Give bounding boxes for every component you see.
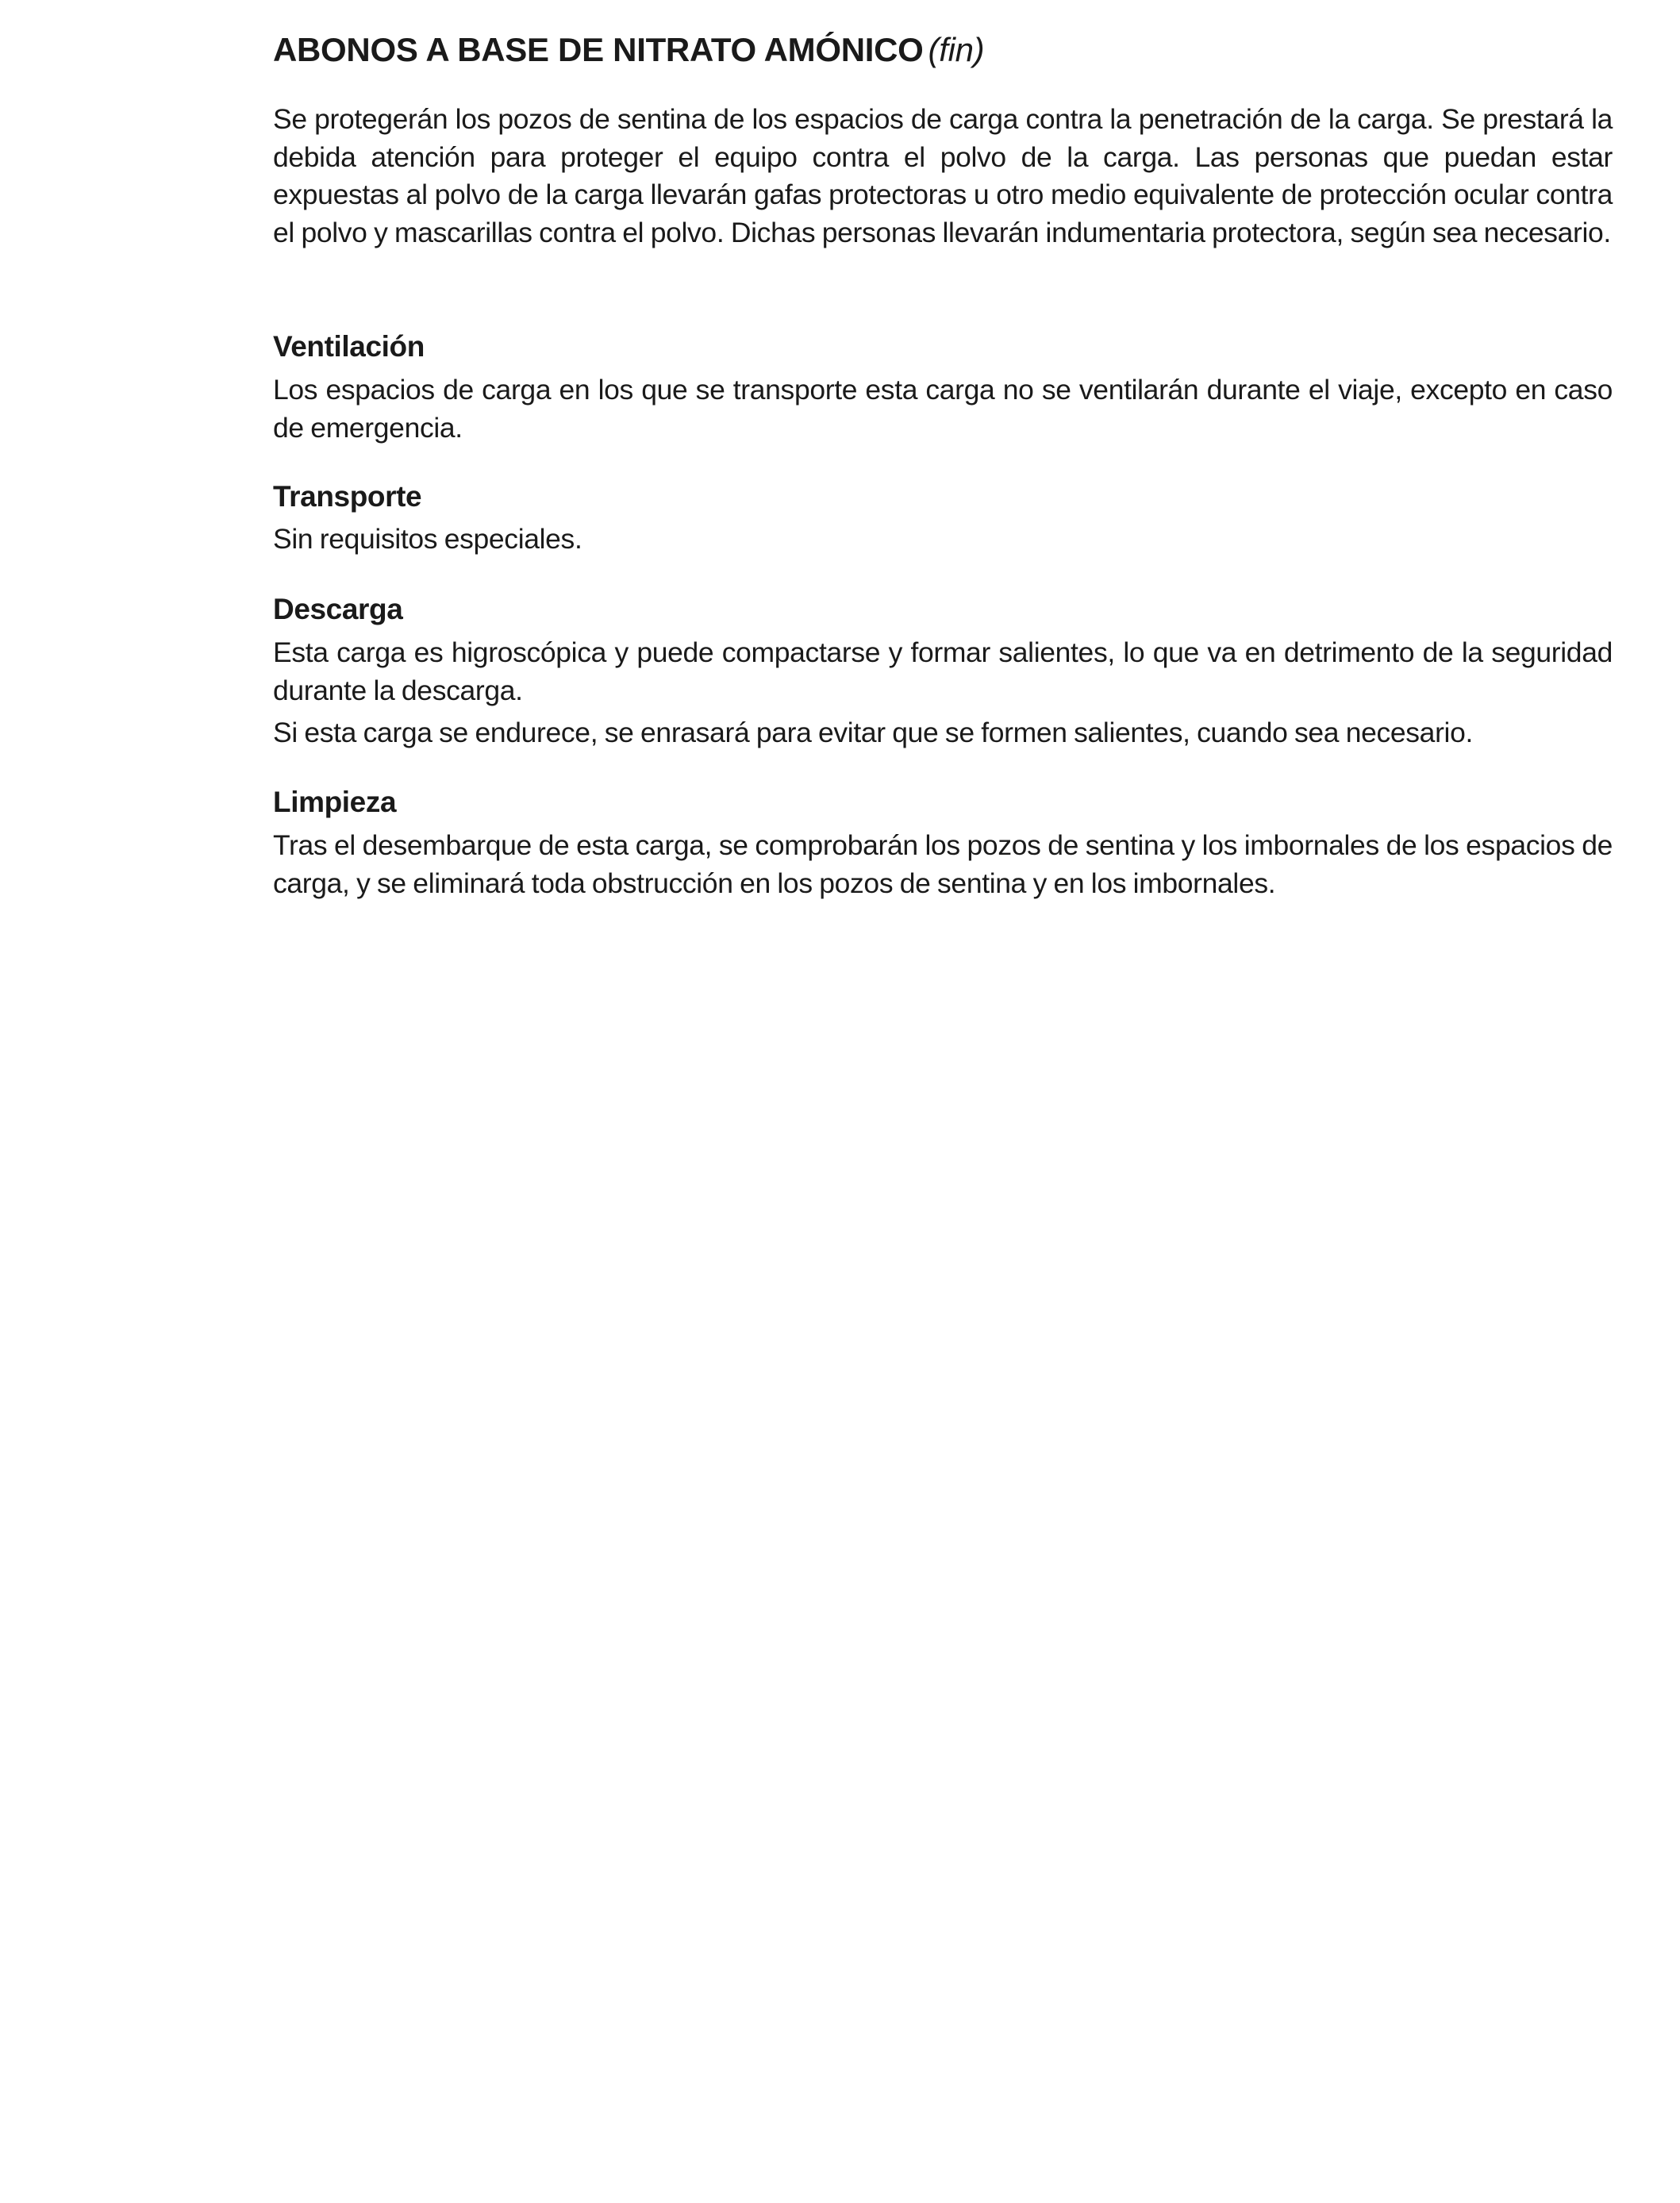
section-paragraph-limpieza: Tras el desembarque de esta carga, se comprobarán los pozos de sentina y los imbornales de los espacios de carga, y se eliminará toda obstrucción en los pozos de sentina y en los imbornales.: [273, 829, 1613, 899]
page-title: [273, 30, 984, 70]
section-heading-limpieza: Limpieza: [273, 786, 397, 818]
intro-paragraph: Se protegerán los pozos de sentina de los espacios de carga contra la penetración de la carga. Se prestará la debida atención para proteger el equipo contra el polvo de la carga. Las personas que puedan estar expuestas al polvo de la carga llevarán gafas protectoras u otro medio equivalente de protección ocular contra el polvo y mascarillas contra el polvo. Dichas personas llevarán indumentaria protectora, según sea necesario.: [273, 103, 1613, 248]
section-paragraph-descarga-2: Si esta carga se endurece, se enrasará para evitar que se formen salientes, cuando sea necesario.: [273, 717, 1473, 748]
section-paragraph-ventilacion: Los espacios de carga en los que se transporte esta carga no se ventilarán durante el viaje, excepto en caso de emergencia.: [273, 374, 1613, 444]
page-title-text: ABONOS A BASE DE NITRATO AMÓNICO: [273, 31, 924, 68]
section-heading-ventilacion: Ventilación: [273, 330, 425, 363]
page-title-suffix: (fin): [928, 31, 985, 68]
section-heading-transporte: Transporte: [273, 480, 422, 513]
section-paragraph-descarga-1: Esta carga es higroscópica y puede compactarse y formar salientes, lo que va en detrimento de la seguridad durante la descarga.: [273, 636, 1613, 706]
section-heading-descarga: Descarga: [273, 593, 403, 625]
section-paragraph-transporte: Sin requisitos especiales.: [273, 523, 582, 555]
